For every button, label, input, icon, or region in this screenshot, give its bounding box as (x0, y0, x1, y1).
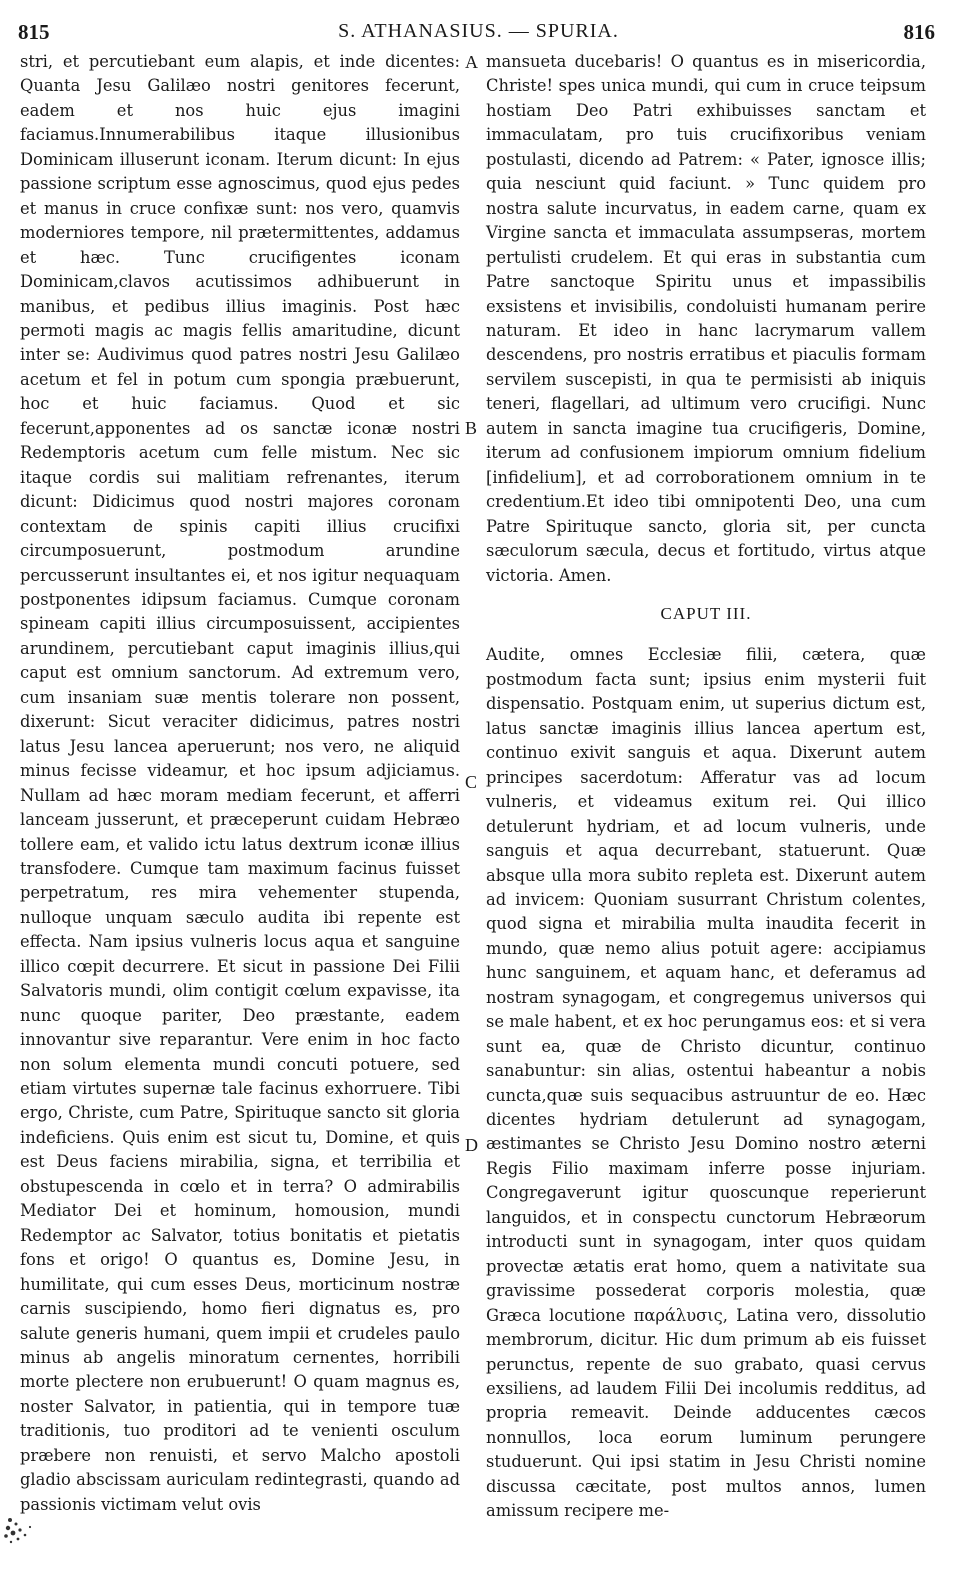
margin-letter-c: C (465, 772, 478, 792)
left-column (20, 50, 460, 1517)
running-title: S. ATHANASIUS. — SPURIA. (338, 20, 619, 42)
margin-letter-d: D (465, 1135, 478, 1155)
page-number-left: 815 (18, 20, 50, 44)
right-column-text-top: mansueta ducebaris! O quantus es in misericordia, Christe! spes unica mundi, qui cum in cruce teipsum hostiam Deo Patri exhibuisses sanctam et immaculatam, pro tuis crucifixoribus veniam postulasti, dicendo ad Patrem: « Pater, ignosce illis; quia nesciunt quid faciunt. » Tunc quidem pro nostra salute incurvatus, in eadem carne, quam ex Virgine sancta et immaculata assumpseras, mortem pertulisti crudelem. Et qui eras in substantia cum Patre sanctoque Spiritu unus et impassibilis exsistens et invisibilis, condoluisti humanam perire naturam. Et ideo in hanc lacrymarum vallem descendens, pro nostris erratibus et piaculis formam servilem suscepisti, in qua te permisisti ab iniquis teneri, flagellari, ad ultimum vero crucifigi. Nunc autem in sancta imagine tua crucifigeris, Domine, iterum ad confusionem impiorum omnium fidelium [infidelium], et ad corroborationem omnium in te credentium.Et ideo tibi omnipotenti Deo, una cum Patre Spirituque sancto, gloria sit, per cuncta sæculorum sæcula, decus et fortitudo, virtus atque victoria. Amen. (486, 52, 926, 585)
left-column-text: stri, et percutiebant eum alapis, et inde dicentes: Quanta Jesu Galilæo nostri genitores fecerunt, eadem et nos huic ejus imagini faciamus.Innumerabilibus itaque illusionibus Dominicam illuserunt iconam. Iterum dicunt: In ejus passione scriptum esse agnoscimus, quod ejus pedes et manus in cruce confixæ sunt: nos vero, quamvis moderniores tempore, nil prætermittentes, addamus et hæc. Tunc crucifigentes iconam Dominicam,clavos acutissimos adhibuerunt in manibus, et pedibus illius imaginis. Post hæc permoti magis ac magis fellis amaritudine, dicunt inter se: Audivimus quod patres nostri Jesu Galilæo acetum et fel in potum cum spongia præbuerunt, hoc et huic faciamus. Quod et sic fecerunt,apponentes ad os sanctæ iconæ nostri Redemptoris acetum cum felle mistum. Nec sic itaque cordis sui malitiam refrenantes, iterum dicunt: Didicimus quod nostri majores coronam contextam de spinis capiti illius crucifixi circumposuerunt, postmodum arundine percusserunt insultantes ei, et nos igitur nequaquam postponentes idipsum faciamus. Cumque coronam spineam capiti illius circumposuissent, accipientes arundinem, percutiebant caput imaginis illius,qui caput est omnium sanctorum. Ad extremum vero, cum insaniam suæ mentis tolerare non possent, dixerunt: Sicut veraciter didicimus, patres nostri latus Jesu lancea aperuerunt; nos vero, ne aliquid minus fecisse videamur, et hoc ipsum adjiciamus. Nullam ad hæc moram mediam fecerunt, et afferri lanceam jusserunt, et præceperunt cuidam Hebræo tollere eam, et valido ictu latus dextrum iconæ illius transfodere. Cumque tam maximum facinus fuisset perpetratum, res mira vehementer stupenda, nulloque unquam sæculo audita ibi repente est effecta. Nam ipsius vulneris locus aqua et sanguine illico cœpit decurrere. Et sicut in passione Dei Filii Salvatoris mundi, olim contigit cœlum expavisse, ita nunc quoque pariter, Deo præstante, eadem innovantur sive reparantur. Vere enim in hoc facto non solum elementa mundi concuti potuere, sed etiam virtutes supernæ tale facinus exhorruere. Tibi ergo, Christe, cum Patre, Spirituque sancto sit gloria indeficiens. Quis enim est sicut tu, Domine, et quis est Deus faciens mirabilia, signa, et terribilia et obstupescenda in cœlo et in terra? O admirabilis Mediator Dei et hominum, homousion, mundi Redemptor ac Salvator, totius bonitatis et pietatis fons et origo! O quantus es, Domine Jesu, in humilitate, qui cum esses Deus, morticinum nostræ carnis suscipiendo, homo fieri dignatus es, pro salute generis humani, quem impii et crudeles paulo minus ab angelis minoratum cernentes, horribili morte plectere non erubuerunt! O quam magnus es, noster Salvator, in patientia, qui in tempore tuæ traditionis, tuo proditori ad te venienti osculum præbere non renuisti, et servo Malcho apostoli gladio abscissam auriculam redintegrasti, quando ad passionis victimam velut ovis (20, 52, 460, 1514)
print-speckle-mark (0, 1502, 42, 1554)
margin-letter-b: B (465, 418, 478, 438)
page-number-right: 816 (903, 20, 935, 44)
right-column (486, 50, 926, 1524)
right-column-text-bottom: Audite, omnes Ecclesiæ filii, cætera, quæ postmodum facta sunt; ipsius enim mysterii fuit dispensatio. Postquam enim, ut superius dictum est, latus sanctæ imaginis illius lancea apertum est, continuo exivit sanguis et aqua. Dixerunt autem principes sacerdotum: Afferatur vas ad locum vulneris, et videamus exitum rei. Qui illico detulerunt hydriam, et ad locum vulneris, unde sanguis et aqua decurrebant, statuerunt. Quæ absque ulla mora subito repleta est. Dixerunt autem ad invicem: Quoniam susurrant Christum colentes, quod signa et mirabilia multa inaudita fecerit in mundo, quæ nemo alius potuit agere: accipiamus hunc sanguinem, et aquam hanc, et deferamus ad nostram synagogam, et congregemus universos qui se male habent, et ex hoc perungamus eos: et si vera sunt ea, quæ de Christo dicuntur, continuo sanabuntur: sin alias, ostentui habeantur a nobis cuncta,quæ suis sequacibus astruuntur de eo. Hæc dicentes hydriam detulerunt ad synagogam, æstimantes se Christo Jesu Domino nostro æterni Regis Filio maximam inferre posse injuriam. Congregaverunt igitur quoscunque reperierunt languidos, et in conspectu cunctorum Hebræorum introducti sunt in synagogam, inter quos quidam provectæ ætatis erat homo, quem a nativitate sua gravissime possederat corporis molestia, quæ Græca locutione παράλυσις, Latina vero, dissolutio membrorum, dicitur. Hic dum primum ab eis fuisset perunctus, repente de suo grabato, quasi cervus exsiliens, ad laudem Filii Dei incolumis redditus, ad propria remeavit. Deinde adducentes cæcos nonnullos, loca eorum luminum perungere studuerunt. Qui ipsi statim in Jesu Christi nomine discussa cæcitate, post multos annos, lumen amissum recipere me- (486, 645, 926, 1521)
caput-heading: CAPUT III. (660, 603, 752, 623)
margin-letter-a: A (465, 52, 478, 72)
